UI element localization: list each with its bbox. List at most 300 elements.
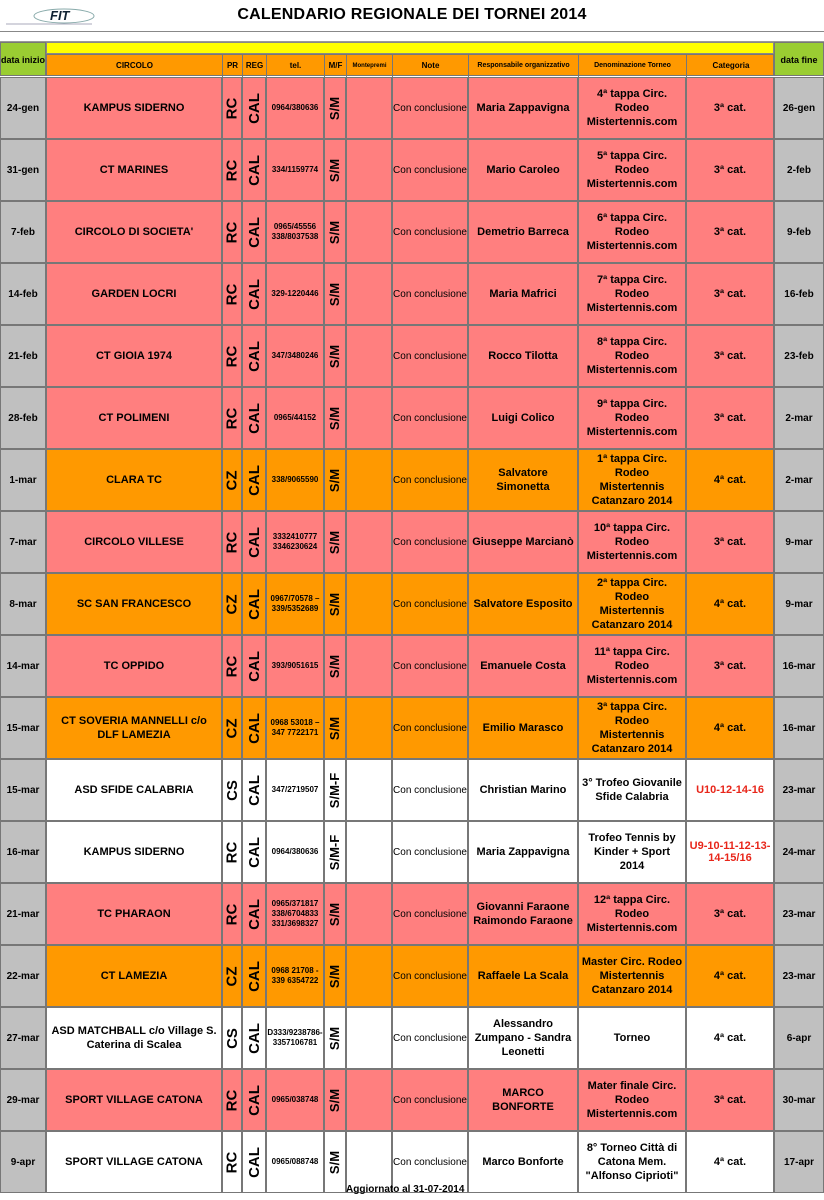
province-text: RC: [223, 221, 241, 243]
svg-text:FIT: FIT: [50, 8, 70, 23]
table-row: [0, 139, 824, 201]
cell-organizer: [468, 697, 578, 759]
cell-region: [242, 449, 266, 511]
phone-text: 0968 21708 - 339 6354722: [271, 966, 319, 985]
cell-organizer: [468, 1069, 578, 1131]
cell-gender: [324, 1069, 346, 1131]
cell-region: [242, 759, 266, 821]
cell-tournament-name: [578, 883, 686, 945]
tournament-name-text: Master Circ. Rodeo Mistertennis Catanzaro 2014: [581, 956, 683, 996]
cell-circolo: [46, 1069, 222, 1131]
cell-date-end: [774, 511, 824, 573]
cell-phone: [266, 1131, 324, 1193]
cell-category: [686, 325, 774, 387]
category-text: 3ª cat.: [713, 226, 747, 238]
category-text: U9-10-11-12-13-14-15/16: [689, 840, 771, 864]
note-text: Con conclusione: [393, 412, 467, 424]
phone-text: 0965/44152: [273, 413, 317, 422]
cell-province: [222, 883, 242, 945]
cell-organizer: [468, 77, 578, 139]
cell-region: [242, 635, 266, 697]
tournament-name-text: 3° Trofeo Giovanile Sfide Calabria: [582, 777, 682, 803]
region-text: CAL: [245, 836, 263, 868]
cell-phone: [266, 1007, 324, 1069]
cell-gender: [324, 325, 346, 387]
cell-region: [242, 573, 266, 635]
circolo-text: CIRCOLO VILLESE: [84, 536, 184, 548]
circolo-text: KAMPUS SIDERNO: [83, 102, 185, 114]
cell-prize: [346, 759, 392, 821]
date-end-text: 2-mar: [785, 474, 813, 486]
col-header-note: Note: [393, 55, 469, 77]
region-text: CAL: [245, 774, 263, 806]
note-text: Con conclusione: [393, 164, 467, 176]
cell-note: [392, 511, 468, 573]
date-start-text: 29-mar: [6, 1094, 40, 1106]
category-text: 3ª cat.: [713, 660, 747, 672]
cell-province: [222, 573, 242, 635]
cell-phone: [266, 697, 324, 759]
organizer-text: Christian Marino: [479, 784, 567, 796]
cell-note: [392, 325, 468, 387]
organizer-text: Maria Zappavigna: [476, 846, 570, 858]
gender-text: S/M: [327, 468, 343, 492]
circolo-text: KAMPUS SIDERNO: [83, 846, 185, 858]
cell-tournament-name: [578, 511, 686, 573]
date-end-text: 2-feb: [787, 164, 811, 176]
cell-circolo: [46, 325, 222, 387]
cell-circolo: [46, 263, 222, 325]
cell-category: [686, 1069, 774, 1131]
cell-phone: [266, 1069, 324, 1131]
cell-date-start: [0, 263, 46, 325]
phone-text: 0968 53018 – 347 7722171: [270, 718, 320, 737]
table-row: [0, 883, 824, 945]
cell-province: [222, 1007, 242, 1069]
cell-date-start: [0, 573, 46, 635]
note-text: Con conclusione: [393, 908, 467, 920]
note-text: Con conclusione: [393, 784, 467, 796]
date-end-text: 2-mar: [785, 412, 813, 424]
gender-text: S/M-F: [327, 834, 343, 870]
organizer-text: Emilio Marasco: [482, 722, 564, 734]
cell-category: [686, 945, 774, 1007]
cell-note: [392, 883, 468, 945]
cell-category: [686, 573, 774, 635]
cell-circolo: [46, 635, 222, 697]
cell-gender: [324, 883, 346, 945]
cell-date-start: [0, 697, 46, 759]
region-text: CAL: [245, 588, 263, 620]
region-text: CAL: [245, 898, 263, 930]
cell-gender: [324, 387, 346, 449]
gender-text: S/M: [327, 1026, 343, 1050]
gender-text: S/M: [327, 716, 343, 740]
date-start-text: 7-mar: [9, 536, 37, 548]
note-text: Con conclusione: [393, 102, 467, 114]
cell-date-end: [774, 883, 824, 945]
cell-gender: [324, 449, 346, 511]
category-text: 3ª cat.: [713, 102, 747, 114]
tournament-name-text: 8° Torneo Città di Catona Mem. "Alfonso Ciprioti": [585, 1142, 679, 1182]
cell-phone: [266, 325, 324, 387]
organizer-text: Emanuele Costa: [480, 660, 566, 672]
organizer-text: Raffaele La Scala: [477, 970, 569, 982]
phone-text: 0965/45556 338/8037538: [271, 222, 319, 241]
cell-note: [392, 945, 468, 1007]
cell-tournament-name: [578, 263, 686, 325]
cell-date-start: [0, 883, 46, 945]
category-text: 3ª cat.: [713, 908, 747, 920]
category-text: 4ª cat.: [713, 1156, 747, 1168]
cell-circolo: [46, 139, 222, 201]
cell-tournament-name: [578, 573, 686, 635]
cell-date-end: [774, 263, 824, 325]
cell-tournament-name: [578, 759, 686, 821]
province-text: RC: [223, 407, 241, 429]
organizer-text: Maria Mafrici: [489, 288, 557, 300]
cell-region: [242, 697, 266, 759]
gender-text: S/M: [327, 158, 343, 182]
date-start-text: 9-apr: [10, 1156, 36, 1168]
cell-prize: [346, 945, 392, 1007]
organizer-text: Salvatore Simonetta: [496, 467, 550, 493]
phone-text: D333/9238786- 3357106781: [267, 1028, 323, 1047]
province-text: RC: [223, 531, 241, 553]
cell-date-start: [0, 635, 46, 697]
note-text: Con conclusione: [393, 722, 467, 734]
note-text: Con conclusione: [393, 660, 467, 672]
cell-circolo: [46, 821, 222, 883]
cell-note: [392, 201, 468, 263]
cell-organizer: [468, 759, 578, 821]
cell-category: [686, 1131, 774, 1193]
region-text: CAL: [245, 278, 263, 310]
province-text: RC: [223, 97, 241, 119]
organizer-text: MARCO BONFORTE: [492, 1087, 554, 1113]
phone-text: 0965/371817 338/6704833 331/3698327: [271, 899, 319, 928]
cell-phone: [266, 139, 324, 201]
cell-province: [222, 387, 242, 449]
cell-date-end: [774, 759, 824, 821]
cell-phone: [266, 759, 324, 821]
cell-tournament-name: [578, 635, 686, 697]
cell-prize: [346, 325, 392, 387]
cell-prize: [346, 883, 392, 945]
cell-phone: [266, 387, 324, 449]
table-row: [0, 325, 824, 387]
cell-note: [392, 77, 468, 139]
organizer-text: Demetrio Barreca: [477, 226, 569, 238]
cell-circolo: [46, 945, 222, 1007]
date-end-text: 24-mar: [782, 846, 816, 858]
region-text: CAL: [245, 650, 263, 682]
gender-text: S/M: [327, 96, 343, 120]
cell-gender: [324, 697, 346, 759]
note-text: Con conclusione: [393, 1032, 467, 1044]
cell-gender: [324, 263, 346, 325]
cell-category: [686, 821, 774, 883]
cell-date-end: [774, 573, 824, 635]
note-text: Con conclusione: [393, 536, 467, 548]
cell-prize: [346, 821, 392, 883]
cell-tournament-name: [578, 1131, 686, 1193]
date-end-text: 23-mar: [782, 908, 816, 920]
gender-text: S/M: [327, 902, 343, 926]
cell-note: [392, 573, 468, 635]
cell-phone: [266, 821, 324, 883]
organizer-text: Marco Bonforte: [482, 1156, 564, 1168]
gender-text: S/M-F: [327, 772, 343, 808]
col-header-mf: M/F: [325, 55, 347, 77]
gender-text: S/M: [327, 1150, 343, 1174]
category-text: 3ª cat.: [713, 1094, 747, 1106]
cell-date-start: [0, 1131, 46, 1193]
date-end-text: 16-mar: [782, 660, 816, 672]
note-text: Con conclusione: [393, 474, 467, 486]
cell-prize: [346, 635, 392, 697]
note-text: Con conclusione: [393, 226, 467, 238]
note-text: Con conclusione: [393, 598, 467, 610]
col-header-tel: tel.: [267, 55, 325, 77]
cell-date-start: [0, 1069, 46, 1131]
cell-prize: [346, 263, 392, 325]
cell-date-start: [0, 945, 46, 1007]
note-text: Con conclusione: [393, 1094, 467, 1106]
category-text: 3ª cat.: [713, 164, 747, 176]
table-row: [0, 821, 824, 883]
category-text: U10-12-14-16: [696, 784, 764, 796]
cell-date-start: [0, 387, 46, 449]
spacer-row: [0, 32, 824, 42]
region-text: CAL: [245, 526, 263, 558]
cell-region: [242, 883, 266, 945]
category-text: 4ª cat.: [713, 474, 747, 486]
organizer-text: Rocco Tilotta: [488, 350, 558, 362]
cell-province: [222, 511, 242, 573]
cell-phone: [266, 945, 324, 1007]
cell-category: [686, 387, 774, 449]
phone-text: 393/9051615: [271, 661, 319, 670]
cell-region: [242, 945, 266, 1007]
cell-region: [242, 387, 266, 449]
cell-gender: [324, 635, 346, 697]
table-row: [0, 201, 824, 263]
cell-province: [222, 263, 242, 325]
date-start-text: 14-feb: [8, 288, 38, 300]
cell-region: [242, 77, 266, 139]
region-text: CAL: [245, 340, 263, 372]
cell-category: [686, 263, 774, 325]
cell-date-end: [774, 1131, 824, 1193]
region-text: CAL: [245, 1146, 263, 1178]
cell-prize: [346, 387, 392, 449]
cell-circolo: [46, 759, 222, 821]
cell-date-end: [774, 77, 824, 139]
cell-gender: [324, 821, 346, 883]
date-start-text: 31-gen: [6, 164, 40, 176]
cell-region: [242, 821, 266, 883]
cell-date-start: [0, 449, 46, 511]
phone-text: 347/2719507: [271, 785, 319, 794]
cell-category: [686, 759, 774, 821]
cell-province: [222, 821, 242, 883]
table-row: [0, 697, 824, 759]
note-text: Con conclusione: [393, 288, 467, 300]
cell-prize: [346, 77, 392, 139]
date-end-text: 9-mar: [785, 536, 813, 548]
organizer-text: Mario Caroleo: [486, 164, 560, 176]
cell-note: [392, 1007, 468, 1069]
table-row: [0, 449, 824, 511]
cell-circolo: [46, 201, 222, 263]
tournament-name-text: 4ª tappa Circ. Rodeo Mistertennis.com: [586, 88, 678, 128]
circolo-text: CT MARINES: [99, 164, 169, 176]
tournament-name-text: 7ª tappa Circ. Rodeo Mistertennis.com: [586, 274, 678, 314]
date-start-text: 22-mar: [6, 970, 40, 982]
cell-province: [222, 449, 242, 511]
province-text: RC: [223, 159, 241, 181]
circolo-text: CT LAMEZIA: [100, 970, 168, 982]
cell-circolo: [46, 1007, 222, 1069]
category-text: 4ª cat.: [713, 1032, 747, 1044]
cell-date-end: [774, 449, 824, 511]
date-end-text: 9-mar: [785, 598, 813, 610]
cell-gender: [324, 1007, 346, 1069]
circolo-text: CT POLIMENI: [98, 412, 170, 424]
cell-province: [222, 697, 242, 759]
cell-organizer: [468, 139, 578, 201]
cell-circolo: [46, 387, 222, 449]
cell-prize: [346, 573, 392, 635]
cell-organizer: [468, 263, 578, 325]
cell-tournament-name: [578, 449, 686, 511]
date-end-text: 23-feb: [784, 350, 814, 362]
date-end-text: 16-feb: [784, 288, 814, 300]
cell-date-start: [0, 759, 46, 821]
cell-circolo: [46, 77, 222, 139]
cell-note: [392, 821, 468, 883]
region-text: CAL: [245, 960, 263, 992]
province-text: CZ: [223, 594, 241, 614]
cell-category: [686, 511, 774, 573]
date-start-text: 8-mar: [9, 598, 37, 610]
gender-text: S/M: [327, 530, 343, 554]
cell-gender: [324, 573, 346, 635]
phone-text: 0965/088748: [271, 1157, 319, 1166]
circolo-text: CT GIOIA 1974: [95, 350, 172, 362]
region-text: CAL: [245, 92, 263, 124]
category-text: 3ª cat.: [713, 536, 747, 548]
cell-date-start: [0, 139, 46, 201]
category-text: 4ª cat.: [713, 598, 747, 610]
circolo-text: CT SOVERIA MANNELLI c/o DLF LAMEZIA: [61, 715, 207, 741]
cell-category: [686, 697, 774, 759]
gender-text: S/M: [327, 1088, 343, 1112]
gender-text: S/M: [327, 964, 343, 988]
category-text: 3ª cat.: [713, 288, 747, 300]
cell-phone: [266, 263, 324, 325]
cell-phone: [266, 449, 324, 511]
note-text: Con conclusione: [393, 846, 467, 858]
cell-province: [222, 325, 242, 387]
cell-organizer: [468, 325, 578, 387]
cell-phone: [266, 883, 324, 945]
province-text: CZ: [223, 718, 241, 738]
cell-tournament-name: [578, 139, 686, 201]
cell-category: [686, 449, 774, 511]
cell-note: [392, 697, 468, 759]
cell-category: [686, 139, 774, 201]
cell-prize: [346, 449, 392, 511]
cell-tournament-name: [578, 821, 686, 883]
cell-prize: [346, 1007, 392, 1069]
cell-organizer: [468, 449, 578, 511]
circolo-text: SPORT VILLAGE CATONA: [65, 1156, 203, 1168]
phone-text: 338/9065590: [271, 475, 319, 484]
cell-gender: [324, 759, 346, 821]
circolo-text: SC SAN FRANCESCO: [76, 598, 192, 610]
date-start-text: 15-mar: [6, 784, 40, 796]
cell-date-start: [0, 821, 46, 883]
organizer-text: Salvatore Esposito: [473, 598, 573, 610]
date-start-text: 15-mar: [6, 722, 40, 734]
page-title: CALENDARIO REGIONALE DEI TORNEI 2014: [237, 6, 587, 23]
date-end-text: 9-feb: [787, 226, 811, 238]
region-text: CAL: [245, 402, 263, 434]
province-text: RC: [223, 1151, 241, 1173]
cell-circolo: [46, 449, 222, 511]
cell-prize: [346, 201, 392, 263]
category-text: 3ª cat.: [713, 350, 747, 362]
table-row: [0, 945, 824, 1007]
phone-text: 329-1220446: [271, 289, 319, 298]
cell-date-end: [774, 945, 824, 1007]
cell-region: [242, 201, 266, 263]
cell-province: [222, 1131, 242, 1193]
province-text: RC: [223, 283, 241, 305]
cell-circolo: [46, 573, 222, 635]
date-start-text: 14-mar: [6, 660, 40, 672]
gender-text: S/M: [327, 282, 343, 306]
cell-circolo: [46, 511, 222, 573]
cell-phone: [266, 635, 324, 697]
gender-text: S/M: [327, 344, 343, 368]
cell-gender: [324, 1131, 346, 1193]
cell-gender: [324, 77, 346, 139]
province-text: CZ: [223, 966, 241, 986]
organizer-text: Alessandro Zumpano - Sandra Leonetti: [474, 1018, 572, 1058]
date-start-text: 7-feb: [11, 226, 35, 238]
col-header-categoria: Categoria: [712, 61, 750, 70]
cell-phone: [266, 77, 324, 139]
cell-date-end: [774, 325, 824, 387]
province-text: CS: [223, 779, 241, 801]
phone-text: 0965/038748: [271, 1095, 319, 1104]
tournament-name-text: 8ª tappa Circ. Rodeo Mistertennis.com: [586, 336, 678, 376]
cell-tournament-name: [578, 1007, 686, 1069]
updated-note: Aggiornato al 31-07-2014: [346, 1184, 465, 1195]
date-start-text: 21-mar: [6, 908, 40, 920]
region-text: CAL: [245, 216, 263, 248]
cell-category: [686, 1007, 774, 1069]
cell-date-start: [0, 325, 46, 387]
cell-region: [242, 139, 266, 201]
cell-prize: [346, 1069, 392, 1131]
region-text: CAL: [245, 154, 263, 186]
tournament-name-text: 9ª tappa Circ. Rodeo Mistertennis.com: [586, 398, 678, 438]
tournament-name-text: 12ª tappa Circ. Rodeo Mistertennis.com: [586, 894, 678, 934]
